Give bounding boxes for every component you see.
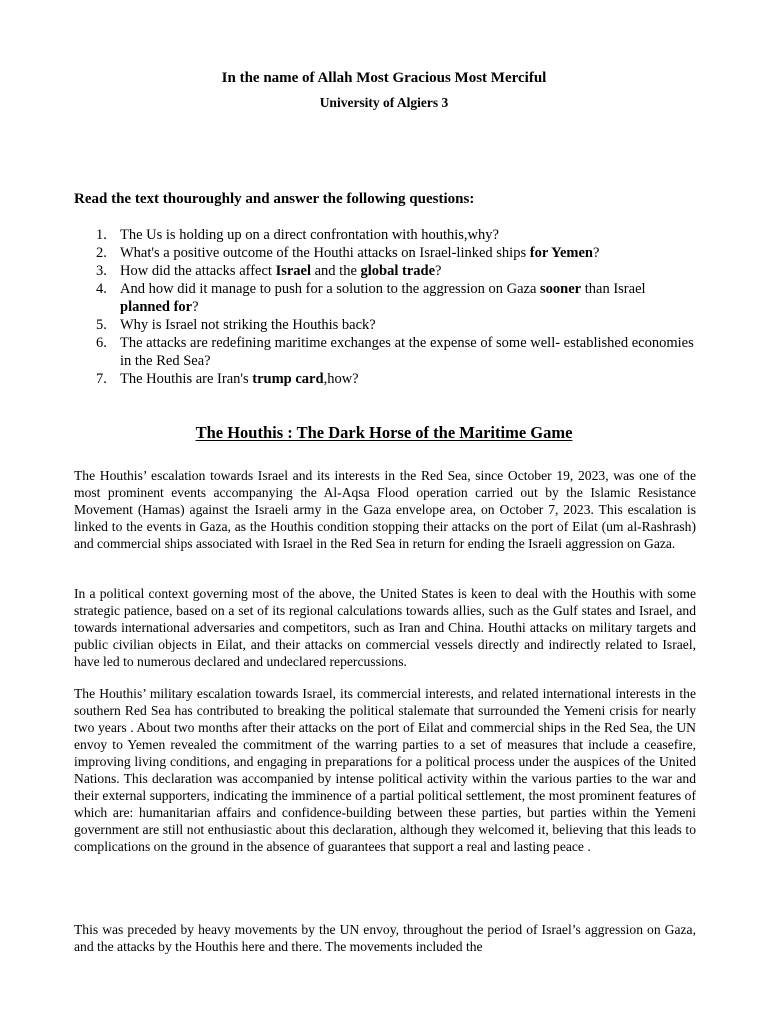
basmala-heading: In the name of Allah Most Gracious Most Merciful bbox=[221, 70, 547, 86]
question-emphasis: Israel bbox=[275, 263, 311, 279]
question-item bbox=[74, 370, 696, 388]
question-number: 7. bbox=[96, 371, 107, 387]
question-emphasis: trump card bbox=[252, 371, 324, 387]
question-text: ? bbox=[192, 299, 199, 315]
question-item bbox=[74, 226, 696, 244]
question-text: The attacks are redefining maritime exchanges at the expense of some well- established economies in the Red Sea? bbox=[120, 335, 694, 369]
question-text: The Us is holding up on a direct confrontation with houthis,why? bbox=[120, 227, 499, 243]
article-paragraph-2: In a political context governing most of the above, the United States is keen to deal with the Houthis with some strategic patience, based on a set of its regional calculations towards allies, such as the Gulf states and Israel, and towards international adversaries and competitors, such as Iran and China. Houthi attacks on military targets and public civilian objects in Eilat, and their attacks on commercial vessels directly and indirectly related to Israel, have led to numerous declared and undeclared repercussions. bbox=[74, 586, 696, 669]
article-paragraph-1: The Houthis’ escalation towards Israel and its interests in the Red Sea, since October 19, 2023, was one of the most prominent events accompanying the Al-Aqsa Flood operation carried out by the Islamic Resistance Movement (Hamas) against the Israeli army in the Gaza envelope area, on October 7, 2023. This escalation is linked to the events in Gaza, as the Houthis condition stopping their attacks on the port of Eilat (um al-Rashrash) and commercial ships associated with Israel in the Red Sea in return for ending the Israeli aggression on Gaza. bbox=[74, 468, 696, 551]
question-text: ,how? bbox=[323, 371, 359, 387]
question-emphasis: global trade bbox=[360, 263, 436, 279]
question-number: 6. bbox=[96, 335, 107, 351]
question-number: 3. bbox=[96, 263, 107, 279]
question-text: ? bbox=[435, 263, 442, 279]
university-name: University of Algiers 3 bbox=[319, 95, 449, 110]
question-emphasis: planned for bbox=[120, 299, 193, 315]
question-item bbox=[74, 280, 696, 316]
question-item bbox=[74, 262, 696, 280]
question-emphasis: sooner bbox=[540, 281, 582, 297]
article-title: The Houthis : The Dark Horse of the Maritime Game bbox=[195, 423, 573, 442]
question-text: Why is Israel not striking the Houthis back? bbox=[120, 317, 376, 333]
question-text: And how did it manage to push for a solution to the aggression on Gaza bbox=[120, 281, 541, 297]
question-number: 5. bbox=[96, 317, 107, 333]
article-paragraph-4: This was preceded by heavy movements by the UN envoy, throughout the period of Israel’s aggression on Gaza, and the attacks by the Houthis here and there. The movements included the bbox=[74, 922, 696, 954]
question-item bbox=[74, 244, 696, 262]
question-text: and the bbox=[311, 263, 361, 279]
question-text: The Houthis are Iran's bbox=[120, 371, 253, 387]
question-text: What's a positive outcome of the Houthi attacks on Israel-linked ships bbox=[120, 245, 530, 261]
question-number: 4. bbox=[96, 281, 107, 297]
instructions-text: Read the text thouroughly and answer the following questions: bbox=[74, 191, 475, 207]
questions-list bbox=[74, 226, 696, 388]
question-item bbox=[74, 334, 696, 370]
question-number: 1. bbox=[96, 227, 107, 243]
question-text: ? bbox=[592, 245, 600, 261]
question-item bbox=[74, 316, 696, 334]
question-number: 2. bbox=[96, 245, 107, 261]
article-paragraph-3: The Houthis’ military escalation towards Israel, its commercial interests, and related international interests in the southern Red Sea has contributed to breaking the political stalemate that surrounded the Yemeni crisis for nearly two years . About two months after their attacks on the port of Eilat and commercial ships in the Red Sea, the UN envoy to Yemen revealed the commitment of the warring parties to a set of measures that include a ceasefire, improving living conditions, and engaging in preparations for a political process under the auspices of the United Nations. This declaration was accompanied by intense political activity within the various parties to the war and their external supporters, indicating the imminence of a partial political settlement, the most prominent features of which are: humanitarian affairs and confidence-building between these parties, but parties within the Yemeni government are still not enthusiastic about this declaration, although they welcomed it, believing that this leads to complications on the ground in the absence of guarantees that support a real and lasting peace . bbox=[74, 686, 696, 854]
question-emphasis: for Yemen bbox=[529, 245, 593, 261]
question-text: How did the attacks affect bbox=[120, 263, 276, 279]
question-text: than Israel bbox=[581, 281, 646, 297]
